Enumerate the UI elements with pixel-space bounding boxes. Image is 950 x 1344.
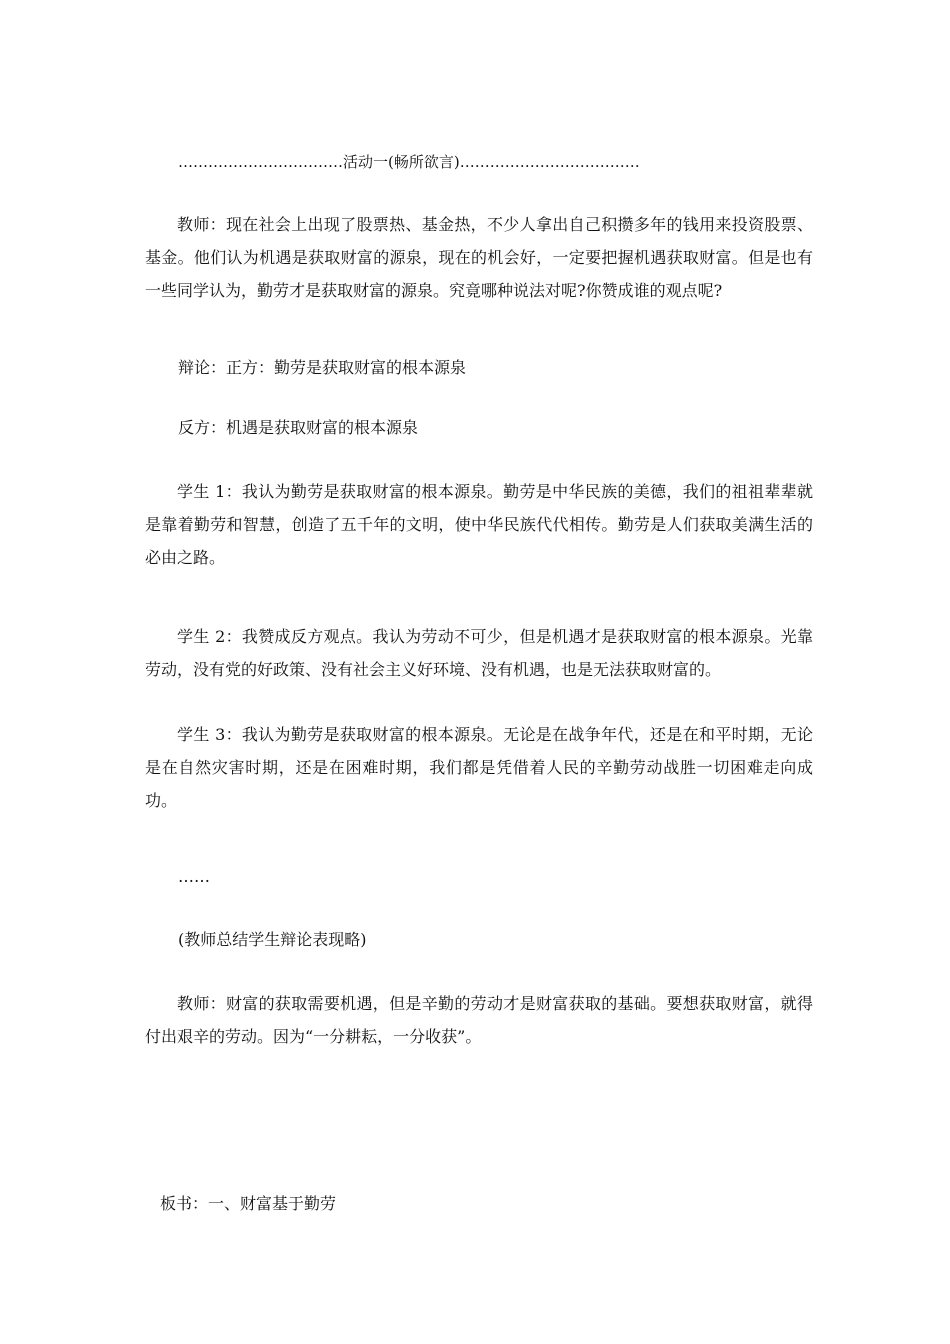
debate-con-line: 反方：机遇是获取财富的根本源泉: [178, 418, 419, 437]
teacher-intro-paragraph: 教师：现在社会上出现了股票热、基金热，不少人拿出自己积攒多年的钱用来投资股票、基金。他们认为机遇是获取财富的源泉，现在的机会好，一定要把握机遇获取财富。但是也有一些同学认为，勤劳才是获取财富的源泉。究竟哪种说法对呢?你赞成谁的观点呢?: [145, 215, 813, 300]
debate-pro-line: 辩论：正方：勤劳是获取财富的根本源泉: [178, 358, 467, 377]
board-note: 板书：一、财富基于勤劳: [160, 1194, 337, 1213]
student2-paragraph: 学生 2：我赞成反方观点。我认为劳动不可少，但是机遇才是获取财富的根本源泉。光靠劳动，没有党的好政策、没有社会主义好环境、没有机遇，也是无法获取财富的。: [145, 627, 813, 679]
student3-paragraph: 学生 3：我认为勤劳是获取财富的根本源泉。无论是在战争年代，还是在和平时期，无论是在自然灾害时期，还是在困难时期，我们都是凭借着人民的辛勤劳动战胜一切困难走向成功。: [145, 725, 813, 810]
activity-header: ……………………………活动一(畅所欲言)………………………………: [178, 153, 640, 171]
teacher-conclusion-paragraph: 教师：财富的获取需要机遇，但是辛勤的劳动才是财富获取的基础。要想获取财富，就得付出艰辛的劳动。因为“一分耕耘，一分收获”。: [145, 994, 813, 1046]
ellipsis-line: ……: [178, 867, 210, 886]
student1-paragraph: 学生 1：我认为勤劳是获取财富的根本源泉。勤劳是中华民族的美德，我们的祖祖辈辈就是靠着勤劳和智慧，创造了五千年的文明，使中华民族代代相传。勤劳是人们获取美满生活的必由之路。: [145, 482, 813, 567]
summary-note: (教师总结学生辩论表现略): [178, 930, 367, 949]
